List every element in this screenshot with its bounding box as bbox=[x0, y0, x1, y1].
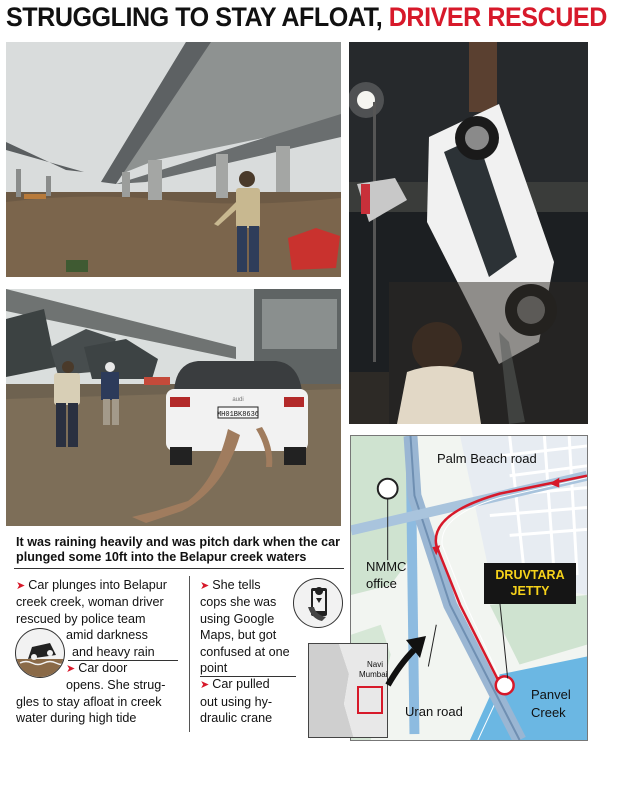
car-badge: audi bbox=[232, 397, 244, 403]
list-item-line: opens. She strug- bbox=[66, 678, 166, 693]
list-item-line: and heavy rain bbox=[72, 644, 155, 659]
inset-label-line-2: Mumbai bbox=[359, 670, 388, 679]
list-item-line: out using hy- bbox=[200, 694, 273, 709]
list-item-line: point bbox=[200, 661, 228, 676]
list-item-line: creek creek, woman driver bbox=[16, 595, 164, 610]
divider bbox=[68, 660, 178, 661]
crane-lifting-car-photo bbox=[349, 42, 588, 424]
list-item-line: water during high tide bbox=[16, 711, 137, 726]
list-item-line: cops she was bbox=[200, 595, 277, 610]
list-item-line: Maps, but got bbox=[200, 628, 277, 643]
arrow-bullet-icon: ➤ bbox=[200, 580, 213, 592]
inset-label-line-1: Navi bbox=[367, 660, 384, 669]
list-item-line: rescued by police team bbox=[16, 611, 146, 626]
divider bbox=[200, 676, 296, 677]
locator-inset-map bbox=[308, 643, 388, 738]
car-sinking-icon bbox=[15, 628, 65, 678]
arrow-bullet-icon: ➤ bbox=[16, 580, 29, 592]
list-item-line: using Google bbox=[200, 611, 275, 626]
list-item-line: gles to stay afloat in creek bbox=[16, 694, 162, 709]
palm-beach-road-label: Palm Beach road bbox=[437, 451, 537, 466]
pointer-arrow-icon bbox=[380, 630, 430, 690]
list-item-line: confused at one bbox=[200, 644, 290, 659]
uran-road-label: Uran road bbox=[405, 704, 463, 719]
car-towed-photo bbox=[6, 289, 341, 526]
column-separator bbox=[189, 576, 190, 732]
list-item-line: draulic crane bbox=[200, 711, 273, 726]
list-item: ➤ She tells bbox=[200, 578, 261, 592]
panvel-creek-label-line-2: Creek bbox=[531, 705, 566, 720]
list-item: ➤ Car pulled bbox=[200, 677, 270, 692]
list-item: ➤ Car plunges into Belapur bbox=[16, 578, 167, 592]
panvel-creek-label-line-1: Panvel bbox=[531, 687, 571, 702]
divider bbox=[14, 568, 344, 569]
headline-part-1: STRUGGLING TO STAY AFLOAT, bbox=[6, 2, 383, 32]
druvtara-jetty-label: DRUVTARA JETTY bbox=[484, 563, 576, 604]
list-item-line: amid darkness bbox=[66, 628, 148, 643]
nmmc-label-line-1: NMMC bbox=[366, 559, 407, 574]
arrow-bullet-icon: ➤ bbox=[200, 679, 213, 692]
nmmc-label-line-2: office bbox=[366, 576, 397, 591]
list-item: ➤ Car door bbox=[66, 661, 128, 676]
caption-lede: It was raining heavily and was pitch dark when the car plunged some 10ft into the Belapur creek waters bbox=[16, 535, 341, 564]
headline bbox=[6, 2, 607, 40]
license-plate: MH01BK8636 bbox=[216, 411, 260, 419]
flyover-flooded-creek-photo bbox=[6, 42, 341, 277]
arrow-bullet-icon: ➤ bbox=[66, 663, 79, 676]
headline-part-2: DRIVER RESCUED bbox=[388, 2, 607, 32]
phone-map-icon bbox=[293, 578, 343, 628]
